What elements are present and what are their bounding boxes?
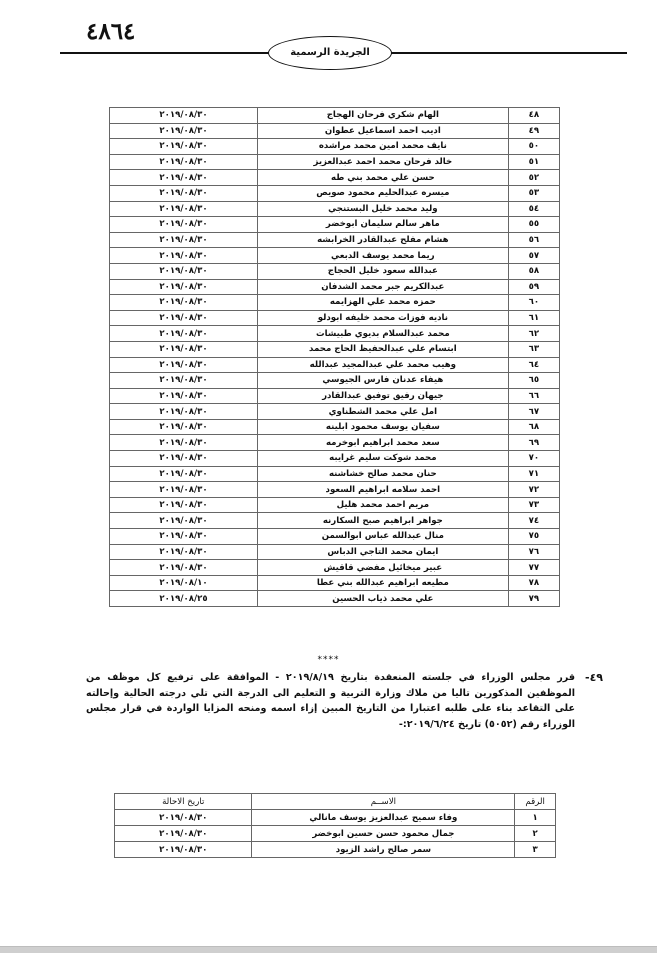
cell-name: هيفاء عدنان فارس الجيوسي bbox=[258, 373, 509, 389]
table-row bbox=[110, 326, 560, 342]
cell-num: ٦٤ bbox=[508, 357, 559, 373]
cell-num: ٧٦ bbox=[508, 544, 559, 560]
cell-num: ٥٥ bbox=[508, 217, 559, 233]
promotion-table-body bbox=[115, 810, 556, 858]
cell-name: ابتسام علي عبدالحفيظ الحاج محمد bbox=[258, 341, 509, 357]
table-row bbox=[110, 201, 560, 217]
cell-name: عبدالكريم جبر محمد الشدفان bbox=[258, 279, 509, 295]
cell-num: ١ bbox=[515, 810, 556, 826]
cell-name: محمد شوكت سليم غرايبه bbox=[258, 451, 509, 467]
cell-num: ٥٧ bbox=[508, 248, 559, 264]
table-row bbox=[115, 810, 556, 826]
cell-num: ٧١ bbox=[508, 466, 559, 482]
cell-date: ٢٠١٩/٠٨/٣٠ bbox=[110, 435, 258, 451]
table-row bbox=[110, 295, 560, 311]
cell-name: مطيعه ابراهيم عبدالله بني عطا bbox=[258, 575, 509, 591]
cell-name: منال عبدالله عباس ابوالسمن bbox=[258, 529, 509, 545]
cell-name: نايف محمد امين محمد مراشده bbox=[258, 139, 509, 155]
cell-name: احمد سلامه ابراهيم السعود bbox=[258, 482, 509, 498]
cell-num: ٧٩ bbox=[508, 591, 559, 607]
cell-date: ٢٠١٩/٠٨/٣٠ bbox=[110, 123, 258, 139]
cell-name: حنان محمد صالح خشاشنه bbox=[258, 466, 509, 482]
table-row bbox=[115, 842, 556, 858]
cell-num: ٦٣ bbox=[508, 341, 559, 357]
table-row bbox=[110, 451, 560, 467]
table-row bbox=[110, 482, 560, 498]
decision-paragraph bbox=[86, 670, 603, 732]
cell-num: ٧٠ bbox=[508, 451, 559, 467]
cell-date: ٢٠١٩/٠٨/٣٠ bbox=[110, 482, 258, 498]
decision-item-number: ٤٩- bbox=[584, 671, 603, 684]
table-row bbox=[115, 826, 556, 842]
cell-date: ٢٠١٩/٠٨/٣٠ bbox=[110, 263, 258, 279]
cell-date: ٢٠١٩/٠٨/٣٠ bbox=[110, 560, 258, 576]
cell-date: ٢٠١٩/٠٨/٣٠ bbox=[110, 232, 258, 248]
gazette-title: الجريدة الرسمية bbox=[268, 36, 392, 70]
cell-date: ٢٠١٩/٠٨/٣٠ bbox=[110, 185, 258, 201]
cell-date: ٢٠١٩/٠٨/٣٠ bbox=[110, 310, 258, 326]
cell-date: ٢٠١٩/٠٨/٣٠ bbox=[110, 326, 258, 342]
cell-num: ٦٠ bbox=[508, 295, 559, 311]
cell-name: ريما محمد يوسف الدبعي bbox=[258, 248, 509, 264]
retirees-table-body bbox=[110, 108, 560, 607]
cell-date: ٢٠١٩/٠٨/٣٠ bbox=[110, 451, 258, 467]
cell-num: ٦١ bbox=[508, 310, 559, 326]
cell-name: وهيب محمد علي عبدالمجيد عبدالله bbox=[258, 357, 509, 373]
cell-num: ٦٢ bbox=[508, 326, 559, 342]
promotion-table bbox=[114, 793, 556, 858]
cell-name: ميسره عبدالحليم محمود صويص bbox=[258, 185, 509, 201]
cell-num: ٧٤ bbox=[508, 513, 559, 529]
bottom-scroll-edge bbox=[0, 946, 657, 953]
cell-date: ٢٠١٩/٠٨/٣٠ bbox=[110, 139, 258, 155]
table-row bbox=[110, 575, 560, 591]
table-row bbox=[110, 108, 560, 124]
cell-num: ٥٦ bbox=[508, 232, 559, 248]
cell-name: جواهر ابراهيم صبح السكارنه bbox=[258, 513, 509, 529]
cell-num: ٧٨ bbox=[508, 575, 559, 591]
table-row bbox=[110, 341, 560, 357]
table-row bbox=[110, 435, 560, 451]
header-name: الاســم bbox=[252, 794, 515, 810]
cell-date: ٢٠١٩/٠٨/٣٠ bbox=[115, 842, 252, 858]
cell-date: ٢٠١٩/٠٨/٣٠ bbox=[110, 154, 258, 170]
cell-name: هشام مفلح عبدالقادر الخرابشه bbox=[258, 232, 509, 248]
table-row bbox=[110, 419, 560, 435]
cell-date: ٢٠١٩/٠٨/٣٠ bbox=[110, 388, 258, 404]
table-row bbox=[110, 373, 560, 389]
table-row bbox=[110, 404, 560, 420]
cell-name: حمزه محمد علي الهزايمه bbox=[258, 295, 509, 311]
cell-date: ٢٠١٩/٠٨/٣٠ bbox=[110, 248, 258, 264]
promotion-table-header bbox=[115, 794, 556, 810]
cell-date: ٢٠١٩/٠٨/٣٠ bbox=[110, 295, 258, 311]
cell-num: ٤٨ bbox=[508, 108, 559, 124]
cell-date: ٢٠١٩/٠٨/٣٠ bbox=[110, 201, 258, 217]
cell-name: اديب احمد اسماعيل عطوان bbox=[258, 123, 509, 139]
cell-num: ٦٨ bbox=[508, 419, 559, 435]
cell-name: وليد محمد خليل البستنجي bbox=[258, 201, 509, 217]
table-row bbox=[110, 544, 560, 560]
cell-date: ٢٠١٩/٠٨/٣٠ bbox=[110, 170, 258, 186]
table-row bbox=[110, 185, 560, 201]
cell-name: سعد محمد ابراهيم ابوخرمه bbox=[258, 435, 509, 451]
cell-num: ٥٣ bbox=[508, 185, 559, 201]
cell-num: ٥٢ bbox=[508, 170, 559, 186]
cell-num: ٥٩ bbox=[508, 279, 559, 295]
table-row bbox=[110, 357, 560, 373]
cell-name: ماهر سالم سليمان ابوخضر bbox=[258, 217, 509, 233]
cell-num: ٥١ bbox=[508, 154, 559, 170]
cell-date: ٢٠١٩/٠٨/٣٠ bbox=[110, 357, 258, 373]
header-date: تاريخ الاحالة bbox=[115, 794, 252, 810]
cell-name: الهام شكري فرحان الهجاج bbox=[258, 108, 509, 124]
cell-name: سمر صالح راشد الزيود bbox=[252, 842, 515, 858]
cell-num: ٥٠ bbox=[508, 139, 559, 155]
table-row bbox=[110, 154, 560, 170]
table-row bbox=[110, 497, 560, 513]
cell-num: ٧٧ bbox=[508, 560, 559, 576]
table-row bbox=[110, 170, 560, 186]
table-row bbox=[110, 232, 560, 248]
cell-num: ٥٨ bbox=[508, 263, 559, 279]
decision-text: قرر مجلس الوزراء في جلسته المنعقدة بتاريخ ٢٠١٩/٨/١٩ - الموافقة على ترفيع كل موظف من الموظفين المذكورين تاليا من ملاك وزارة التربية و التعليم الى الدرجة التي تلي درجته الحالية وإحالته على التقاعد بناء على طلبه اعتبارا من التاريخ المبين إزاء اسمه ومنحه المزايا الواردة في قرار مجلس الوزراء رقم (٥٠٥٢) تاريخ ٢٠١٩/٦/٢٤:- bbox=[86, 672, 575, 730]
cell-name: خالد فرحان محمد احمد عبدالعزيز bbox=[258, 154, 509, 170]
table-row bbox=[110, 263, 560, 279]
table-row bbox=[110, 513, 560, 529]
cell-date: ٢٠١٩/٠٨/٣٠ bbox=[110, 544, 258, 560]
cell-num: ٧٥ bbox=[508, 529, 559, 545]
section-separator: **** bbox=[317, 655, 340, 665]
table-row bbox=[110, 560, 560, 576]
cell-date: ٢٠١٩/٠٨/٣٠ bbox=[110, 404, 258, 420]
table-row bbox=[110, 279, 560, 295]
header-num: الرقم bbox=[515, 794, 556, 810]
cell-name: ايمان محمد التاجي الدباس bbox=[258, 544, 509, 560]
cell-num: ٦٩ bbox=[508, 435, 559, 451]
cell-name: سفيان يوسف محمود ابلينه bbox=[258, 419, 509, 435]
table-row bbox=[110, 310, 560, 326]
table-row bbox=[110, 591, 560, 607]
cell-date: ٢٠١٩/٠٨/٣٠ bbox=[110, 341, 258, 357]
table-row bbox=[110, 139, 560, 155]
cell-name: جيهان رفيق توفيق عبدالقادر bbox=[258, 388, 509, 404]
cell-date: ٢٠١٩/٠٨/٣٠ bbox=[110, 279, 258, 295]
cell-date: ٢٠١٩/٠٨/٣٠ bbox=[110, 108, 258, 124]
table-row bbox=[110, 217, 560, 233]
cell-date: ٢٠١٩/٠٨/٣٠ bbox=[110, 529, 258, 545]
table-row bbox=[110, 248, 560, 264]
cell-date: ٢٠١٩/٠٨/٣٠ bbox=[110, 513, 258, 529]
cell-name: عبير ميخائيل مفضي قاقيش bbox=[258, 560, 509, 576]
page-number: ٤٨٦٤ bbox=[86, 18, 136, 45]
table-row bbox=[110, 388, 560, 404]
cell-name: امل علي محمد الشطناوي bbox=[258, 404, 509, 420]
cell-num: ٧٢ bbox=[508, 482, 559, 498]
cell-num: ٦٦ bbox=[508, 388, 559, 404]
cell-num: ٢ bbox=[515, 826, 556, 842]
cell-date: ٢٠١٩/٠٨/٣٠ bbox=[110, 217, 258, 233]
cell-name: علي محمد ذياب الحسين bbox=[258, 591, 509, 607]
table-row bbox=[110, 529, 560, 545]
cell-num: ٦٥ bbox=[508, 373, 559, 389]
cell-num: ٥٤ bbox=[508, 201, 559, 217]
cell-name: ناديه فوزات محمد خليفه ابودلو bbox=[258, 310, 509, 326]
cell-date: ٢٠١٩/٠٨/٣٠ bbox=[110, 419, 258, 435]
table-row bbox=[110, 466, 560, 482]
cell-date: ٢٠١٩/٠٨/٢٥ bbox=[110, 591, 258, 607]
cell-date: ٢٠١٩/٠٨/٣٠ bbox=[110, 497, 258, 513]
cell-num: ٣ bbox=[515, 842, 556, 858]
cell-name: جمال محمود حسن حسين ابوخضر bbox=[252, 826, 515, 842]
cell-name: عبدالله سعود خليل الحجاج bbox=[258, 263, 509, 279]
cell-date: ٢٠١٩/٠٨/٣٠ bbox=[110, 466, 258, 482]
cell-date: ٢٠١٩/٠٨/١٠ bbox=[110, 575, 258, 591]
cell-name: وفاء سميح عبدالعزيز يوسف مانالي bbox=[252, 810, 515, 826]
cell-date: ٢٠١٩/٠٨/٣٠ bbox=[115, 826, 252, 842]
cell-num: ٦٧ bbox=[508, 404, 559, 420]
cell-name: محمد عبدالسلام بديوي طبيشات bbox=[258, 326, 509, 342]
cell-name: مريم احمد محمد هليل bbox=[258, 497, 509, 513]
retirees-table bbox=[109, 107, 560, 607]
cell-num: ٧٣ bbox=[508, 497, 559, 513]
cell-num: ٤٩ bbox=[508, 123, 559, 139]
cell-name: حسن علي محمد بني طه bbox=[258, 170, 509, 186]
cell-date: ٢٠١٩/٠٨/٣٠ bbox=[115, 810, 252, 826]
cell-date: ٢٠١٩/٠٨/٣٠ bbox=[110, 373, 258, 389]
table-row bbox=[110, 123, 560, 139]
